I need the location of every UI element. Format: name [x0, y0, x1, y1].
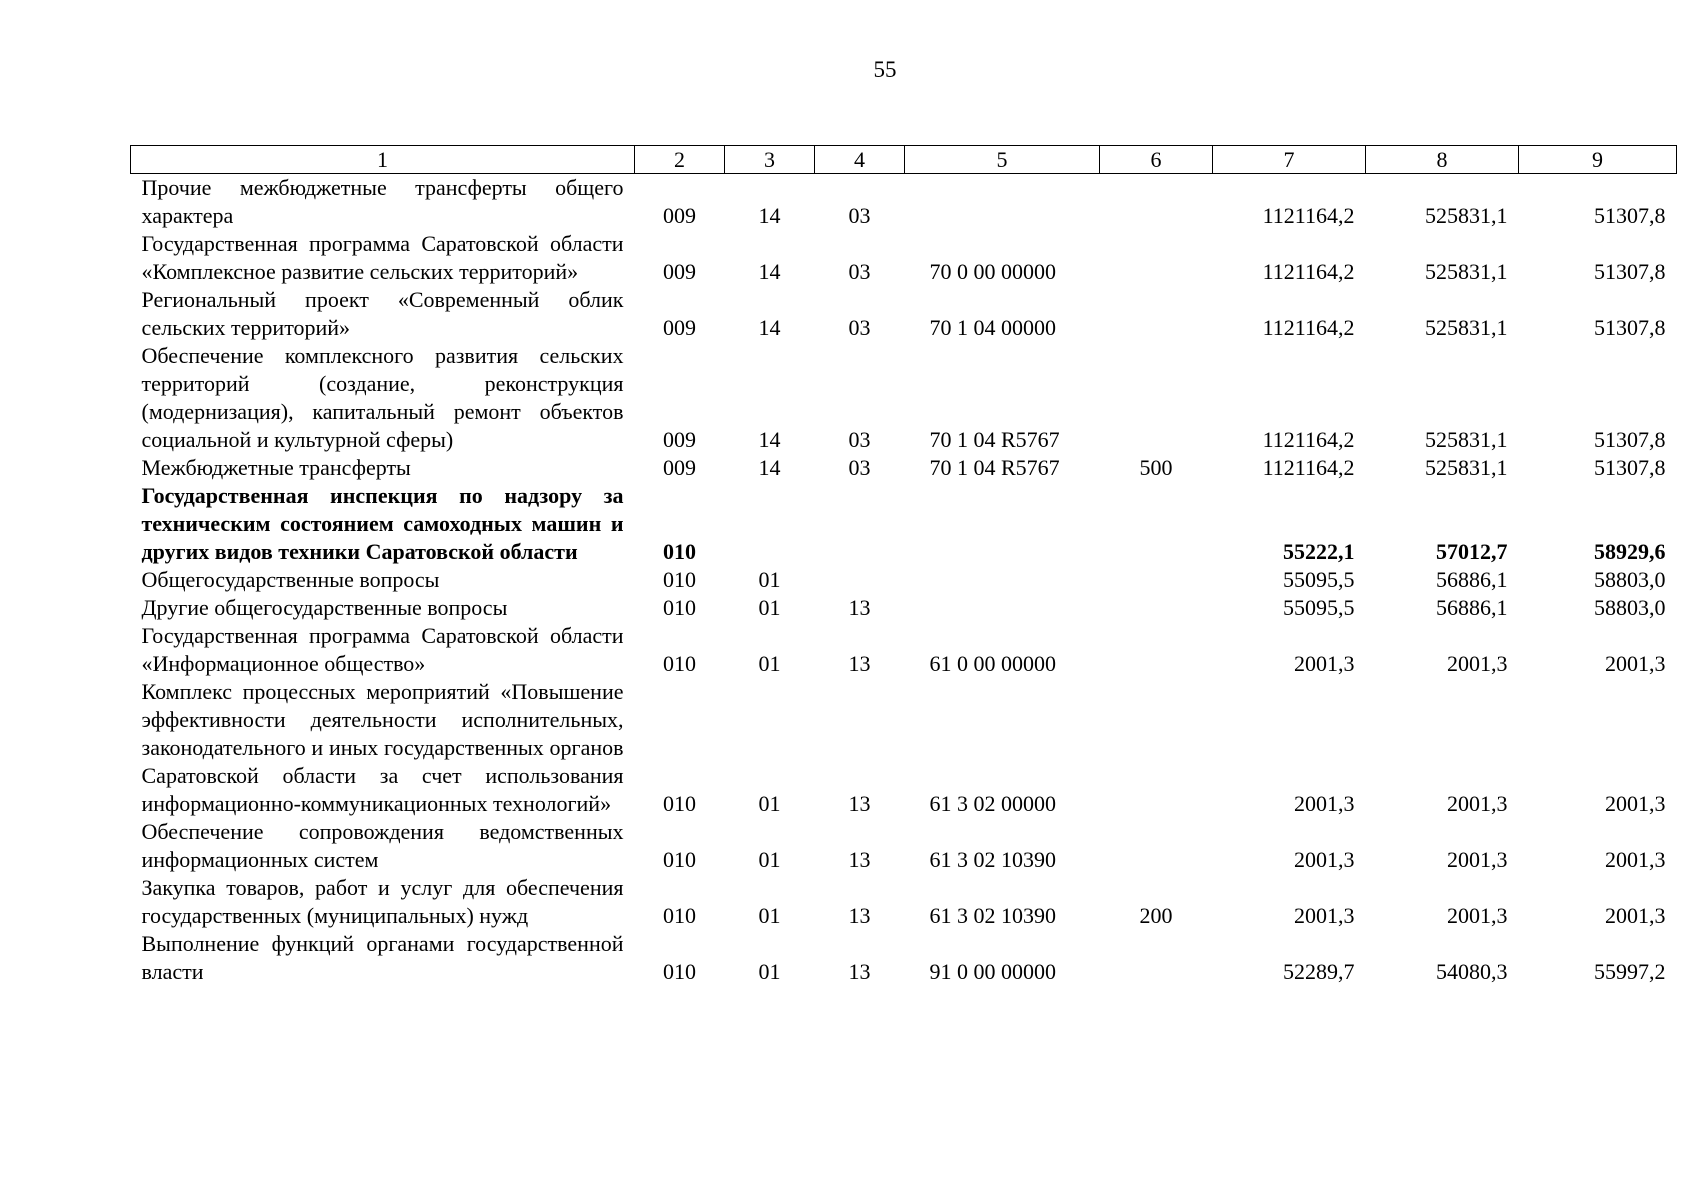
expense-type-code	[1100, 482, 1213, 566]
table-row	[131, 342, 1677, 454]
amount-year-2: 525831,1	[1425, 259, 1508, 284]
ministry-code: 009	[663, 259, 696, 284]
amount-year-2: 525831,1	[1425, 203, 1508, 228]
expense-type-code	[1100, 818, 1213, 874]
budget-table	[130, 145, 1677, 986]
target-article-code: 70 1 04 00000	[929, 315, 1056, 340]
section-code: 01	[758, 595, 781, 620]
expense-type-code	[1100, 174, 1213, 231]
expense-type-code	[1100, 594, 1213, 622]
column-header: 1	[131, 146, 635, 174]
amount-year-1: 55095,5	[1283, 567, 1355, 592]
amount-year-2: 2001,3	[1447, 847, 1508, 872]
amount-year-2: 57012,7	[1436, 539, 1508, 564]
ministry-code: 010	[663, 791, 696, 816]
amount-year-1: 52289,7	[1283, 959, 1355, 984]
subsection-code: 13	[848, 847, 871, 872]
column-header: 2	[635, 146, 725, 174]
table-row	[131, 482, 1677, 566]
section-code: 14	[758, 427, 781, 452]
amount-year-1: 2001,3	[1294, 651, 1355, 676]
target-article-code	[905, 594, 1100, 622]
amount-year-3: 2001,3	[1605, 651, 1666, 676]
target-article-code: 61 3 02 10390	[929, 847, 1056, 872]
section-code: 01	[758, 959, 781, 984]
row-name: Обеспечение комплексного развития сельских территорий (создание, реконструкция (модернизация), капитальный ремонт объектов социальной и культурной сферы)	[141, 343, 624, 452]
amount-year-3: 51307,8	[1594, 455, 1666, 480]
amount-year-2: 525831,1	[1425, 315, 1508, 340]
row-name: Общегосударственные вопросы	[141, 567, 440, 592]
amount-year-2: 56886,1	[1436, 567, 1508, 592]
amount-year-3: 51307,8	[1594, 259, 1666, 284]
table-row	[131, 678, 1677, 818]
expense-type-code	[1100, 622, 1213, 678]
section-code: 01	[758, 791, 781, 816]
table-row	[131, 874, 1677, 930]
column-header: 8	[1366, 146, 1519, 174]
table-row	[131, 818, 1677, 874]
table-row	[131, 230, 1677, 286]
expense-type-code	[1100, 930, 1213, 986]
amount-year-2: 56886,1	[1436, 595, 1508, 620]
row-name: Комплекс процессных мероприятий «Повышение эффективности деятельности исполнительных, законодательного и иных государственных органов Саратовской области за счет использования информационно-коммуникационных технологий»	[141, 679, 624, 816]
amount-year-3: 58803,0	[1594, 595, 1666, 620]
row-name: Другие общегосударственные вопросы	[141, 595, 508, 620]
subsection-code	[815, 566, 905, 594]
section-code: 01	[758, 651, 781, 676]
table-header-row	[131, 146, 1677, 174]
subsection-code: 03	[848, 315, 871, 340]
row-name: Региональный проект «Современный облик сельских территорий»	[141, 287, 624, 340]
ministry-code: 009	[663, 203, 696, 228]
ministry-code: 010	[663, 903, 696, 928]
amount-year-1: 2001,3	[1294, 791, 1355, 816]
subsection-code: 13	[848, 903, 871, 928]
subsection-code: 13	[848, 651, 871, 676]
subsection-code: 13	[848, 791, 871, 816]
amount-year-1: 1121164,2	[1262, 315, 1355, 340]
row-name: Государственная программа Саратовской области «Комплексное развитие сельских территорий»	[141, 231, 624, 284]
row-name: Обеспечение сопровождения ведомственных информационных систем	[141, 819, 624, 872]
row-name: Государственная программа Саратовской области «Информационное общество»	[141, 623, 624, 676]
subsection-code: 03	[848, 259, 871, 284]
section-code: 01	[758, 847, 781, 872]
amount-year-3: 2001,3	[1605, 903, 1666, 928]
amount-year-3: 55997,2	[1594, 959, 1666, 984]
amount-year-1: 1121164,2	[1262, 427, 1355, 452]
amount-year-3: 51307,8	[1594, 427, 1666, 452]
amount-year-3: 51307,8	[1594, 203, 1666, 228]
target-article-code	[905, 174, 1100, 231]
target-article-code	[905, 566, 1100, 594]
ministry-code: 010	[663, 847, 696, 872]
row-name: Межбюджетные трансферты	[141, 455, 411, 480]
amount-year-1: 55222,1	[1283, 539, 1355, 564]
expense-type-code	[1100, 566, 1213, 594]
target-article-code: 61 3 02 10390	[929, 903, 1056, 928]
expense-type-code	[1100, 230, 1213, 286]
row-name: Государственная инспекция по надзору за техническим состоянием самоходных машин и других видов техники Саратовской области	[141, 483, 624, 564]
target-article-code: 70 0 00 00000	[929, 259, 1056, 284]
amount-year-1: 2001,3	[1294, 903, 1355, 928]
ministry-code: 009	[663, 427, 696, 452]
ministry-code: 010	[663, 595, 696, 620]
amount-year-1: 2001,3	[1294, 847, 1355, 872]
row-name: Прочие межбюджетные трансферты общего характера	[141, 175, 624, 228]
target-article-code	[905, 482, 1100, 566]
amount-year-2: 2001,3	[1447, 791, 1508, 816]
subsection-code: 03	[848, 455, 871, 480]
amount-year-3: 58929,6	[1594, 539, 1666, 564]
expense-type-code	[1100, 678, 1213, 818]
amount-year-1: 1121164,2	[1262, 455, 1355, 480]
ministry-code: 010	[663, 959, 696, 984]
target-article-code: 70 1 04 R5767	[929, 455, 1060, 480]
amount-year-2: 2001,3	[1447, 903, 1508, 928]
section-code: 14	[758, 315, 781, 340]
section-code: 14	[758, 455, 781, 480]
ministry-code: 009	[663, 455, 696, 480]
column-header: 3	[725, 146, 815, 174]
amount-year-1: 1121164,2	[1262, 259, 1355, 284]
subsection-code	[815, 482, 905, 566]
ministry-code: 010	[663, 539, 696, 564]
subsection-code: 13	[848, 595, 871, 620]
section-code: 14	[758, 203, 781, 228]
row-name: Закупка товаров, работ и услуг для обеспечения государственных (муниципальных) нужд	[141, 875, 624, 928]
column-header: 6	[1100, 146, 1213, 174]
section-code	[725, 482, 815, 566]
amount-year-3: 58803,0	[1594, 567, 1666, 592]
table-row	[131, 566, 1677, 594]
amount-year-2: 2001,3	[1447, 651, 1508, 676]
table-row	[131, 594, 1677, 622]
table-row	[131, 174, 1677, 231]
row-name: Выполнение функций органами государственной власти	[141, 931, 624, 984]
column-header: 4	[815, 146, 905, 174]
section-code: 14	[758, 259, 781, 284]
target-article-code: 70 1 04 R5767	[929, 427, 1060, 452]
ministry-code: 010	[663, 651, 696, 676]
amount-year-3: 2001,3	[1605, 847, 1666, 872]
expense-type-code	[1100, 286, 1213, 342]
table-row	[131, 454, 1677, 482]
section-code: 01	[758, 567, 781, 592]
target-article-code: 61 3 02 00000	[929, 791, 1056, 816]
table-row	[131, 286, 1677, 342]
column-header: 7	[1213, 146, 1366, 174]
table-row	[131, 930, 1677, 986]
expense-type-code	[1100, 342, 1213, 454]
amount-year-1: 1121164,2	[1262, 203, 1355, 228]
amount-year-2: 525831,1	[1425, 427, 1508, 452]
target-article-code: 91 0 00 00000	[929, 959, 1056, 984]
target-article-code: 61 0 00 00000	[929, 651, 1056, 676]
ministry-code: 010	[663, 567, 696, 592]
column-header: 5	[905, 146, 1100, 174]
table-row	[131, 622, 1677, 678]
amount-year-1: 55095,5	[1283, 595, 1355, 620]
column-header: 9	[1519, 146, 1677, 174]
expense-type-code: 200	[1139, 903, 1173, 928]
amount-year-2: 525831,1	[1425, 455, 1508, 480]
amount-year-3: 51307,8	[1594, 315, 1666, 340]
page-number: 55	[873, 57, 897, 82]
amount-year-3: 2001,3	[1605, 791, 1666, 816]
amount-year-2: 54080,3	[1436, 959, 1508, 984]
subsection-code: 03	[848, 427, 871, 452]
ministry-code: 009	[663, 315, 696, 340]
expense-type-code: 500	[1139, 455, 1173, 480]
subsection-code: 03	[848, 203, 871, 228]
section-code: 01	[758, 903, 781, 928]
subsection-code: 13	[848, 959, 871, 984]
